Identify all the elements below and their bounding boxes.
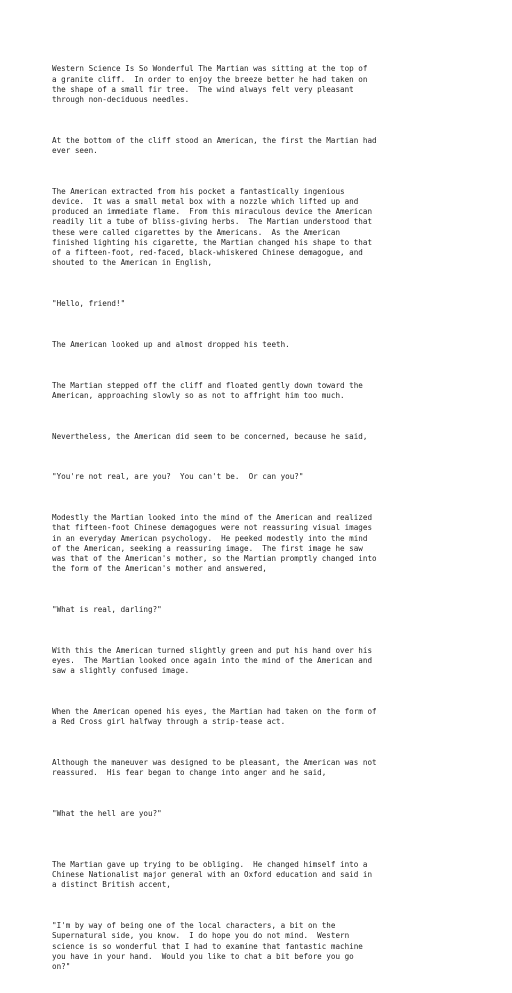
paragraph-12: When the American opened his eyes, the Martian had taken on the form of a Red Cross girl halfway through a strip-tease act. xyxy=(52,707,377,727)
paragraph-11: With this the American turned slightly green and put his hand over his eyes. The Martian looked once again into the mind of the American and saw a slightly confused image. xyxy=(52,645,373,676)
paragraph-1: Western Science Is So Wonderful The Martian was sitting at the top of a granite cliff. In order to enjoy the breeze better he had taken on the shape of a small fir tree. The wind always felt very pleasant through non-deciduous needles. xyxy=(52,64,368,105)
paragraph-9: Modestly the Martian looked into the mind of the American and realized that fifteen-foot Chinese demagogues were not reassuring visual images in an everyday American psychology. He peeked modestly into the mind of the American, seeking a reassuring image. The first image he saw was that of the American's mother, so the Martian promptly changed into the form of the American's mother and answered, xyxy=(52,513,377,574)
document-page xyxy=(52,44,472,993)
paragraph-6: The Martian stepped off the cliff and floated gently down toward the American, approaching slowly so as not to affright him too much. xyxy=(52,380,363,400)
paragraph-14: "What the hell are you?" xyxy=(52,809,162,819)
paragraph-16: "I'm by way of being one of the local characters, a bit on the Supernatural side, you know. I do hope you do not mind. Western science is so wonderful that I had to examine that fantastic machine you have in your hand. Would you like to chat a bit before you go on?" xyxy=(52,921,363,972)
paragraph-5: The American looked up and almost dropped his teeth. xyxy=(52,339,290,349)
paragraph-15: The Martian gave up trying to be obliging. He changed himself into a Chinese Nationalist major general with an Oxford education and said in a distinct British accent, xyxy=(52,860,373,890)
paragraph-3: The American extracted from his pocket a fantastically ingenious device. It was a small metal box with a nozzle which lifted up and produced an immediate flame. From this miraculous device the American readily lit a tube of bliss-giving herbs. The Martian understood that these were called cigarettes by the Americans. As the American finished lighting his cigarette, the Martian changed his shape to that of a fifteen-foot, red-faced, black-whiskered Chinese demagogue, and shouted to the American in English, xyxy=(52,186,373,268)
paragraph-7: Nevertheless, the American did seem to be concerned, because he said, xyxy=(52,431,368,441)
paragraph-4: "Hello, friend!" xyxy=(52,299,126,309)
paragraph-8: "You're not real, are you? You can't be. Or can you?" xyxy=(52,472,304,482)
paragraph-10: "What is real, darling?" xyxy=(52,605,162,615)
paragraph-13: Although the maneuver was designed to be pleasant, the American was not reassured. His fear began to change into anger and he said, xyxy=(52,758,377,778)
paragraph-2: At the bottom of the cliff stood an American, the first the Martian had ever seen. xyxy=(52,135,377,156)
